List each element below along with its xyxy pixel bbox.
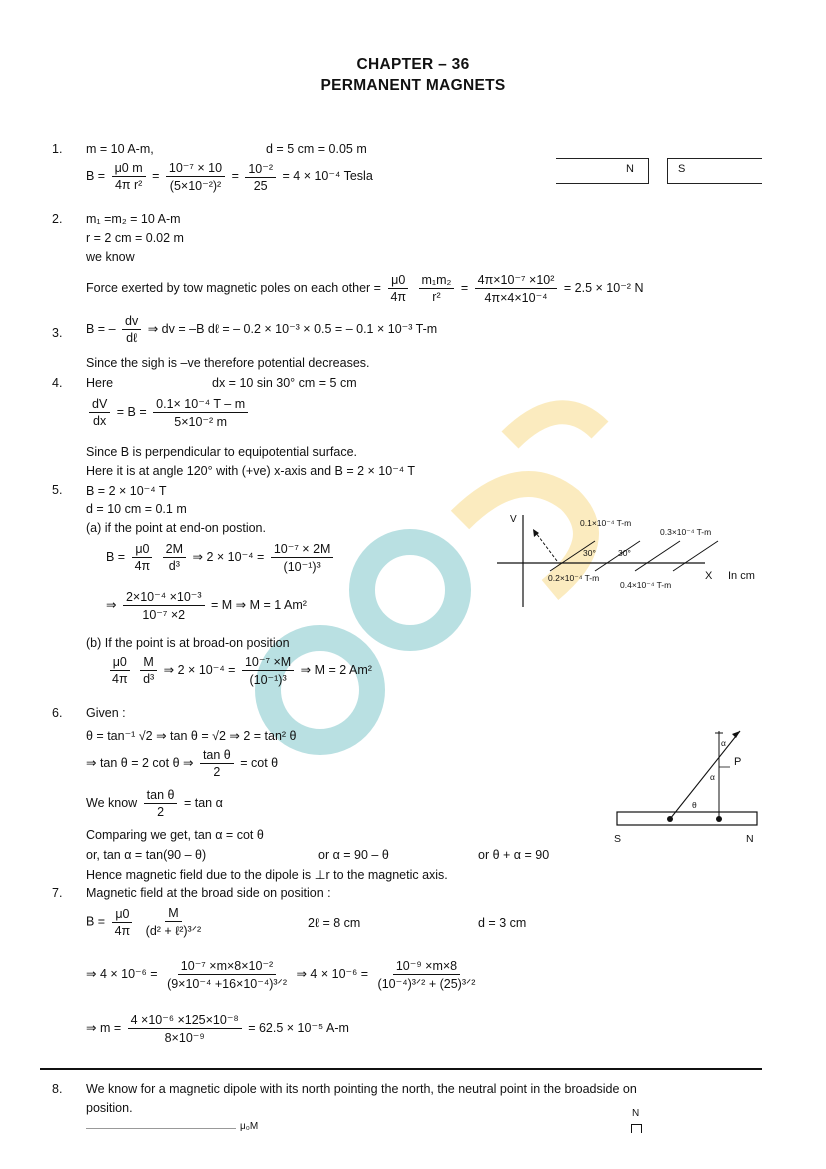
angle-label-1: 30°: [583, 548, 596, 558]
q4-here: Here: [86, 376, 114, 390]
q3-equation: B = – $\frac{dv}{\text{dℓ}}$ ⇒ dv = –B dℓ = – 0.2 × 10⁻³ × 0.5 = – 0.1 × 10⁻³ T-m: [86, 314, 438, 345]
potential-label-2: 0.3×10⁻⁴ T-m: [660, 527, 712, 537]
q2-line1: m₁ =m₂ = 10 A-m: [86, 212, 181, 226]
chapter-title: PERMANENT MAGNETS: [320, 77, 506, 94]
potential-label-1: 0.1×10⁻⁴ T-m: [580, 518, 632, 528]
pole-n-label: N: [746, 833, 754, 845]
q6-given: Given :: [86, 706, 126, 720]
q8-line2: position.: [86, 1101, 133, 1115]
q7-equation: B = $\frac{\mu 0}{4\pi}$ $\frac{M}{\text{(d² + ℓ²)³ᐟ²}}$: [86, 906, 202, 938]
q6-conclusion: Hence magnetic field due to the dipole is ⊥r to the magnetic axis.: [86, 868, 448, 882]
q6-line4: Comparing we get, tan α = cot θ: [86, 828, 264, 842]
q5-line1: B = 2 × 10⁻⁴ T: [86, 484, 167, 498]
question-number: 8.: [52, 1082, 63, 1096]
question-number: 6.: [52, 706, 63, 720]
q2-force-equation: Force exerted by tow magnetic poles on each other = $\frac{\mu 0}{4\pi}$ $\frac{\text{m₁m₂}}{\text{r²}}$ = $\frac{\text{4π×10⁻⁷ ×10²}}{\text{4π×4×10⁻⁴}}$ = 2.5 × 10⁻² N: [86, 273, 644, 305]
q1-given-m: m = 10 A-m,: [86, 142, 154, 156]
q4-dx: dx = 10 sin 30° cm = 5 cm: [212, 376, 357, 390]
q5-part-a: (a) if the point at end-on postion.: [86, 521, 266, 535]
q6-line1: θ = tan⁻¹ √2 ⇒ tan θ = √2 ⇒ 2 = tan² θ: [86, 729, 297, 743]
q6-line5a: or, tan α = tan(90 – θ): [86, 848, 207, 862]
question-number: 1.: [52, 142, 63, 156]
q8-cut-formula: μ₀M: [240, 1121, 259, 1132]
q2-line3: we know: [86, 250, 135, 264]
q4-equation: $\frac{dV}{dx}$ = B = $\frac{\text{0.1× 10⁻⁴ T – m}}{\text{5×10⁻² m}}$: [86, 396, 251, 429]
q6-line5b: or α = 90 – θ: [318, 848, 389, 862]
axis-unit-label: In cm: [728, 570, 755, 582]
q5-a-equation: B = $\frac{\mu 0}{4\pi}$ $\frac{2M}{\text{d³}}$ ⇒ 2 × 10⁻⁴ = $\frac{\text{10⁻⁷ × 2M}}{\text{(10⁻¹)³}}$: [106, 541, 336, 574]
question-number: 4.: [52, 376, 63, 390]
q7-distance: d = 3 cm: [478, 916, 527, 930]
q6-line2: ⇒ tan θ = 2 cot θ ⇒ $\frac{\text{tan θ}}{2}$ = cot θ: [86, 748, 279, 779]
q5-line2: d = 10 cm = 0.1 m: [86, 502, 187, 516]
theta-label: θ: [692, 800, 697, 810]
pole-s-label: S: [614, 833, 622, 845]
question-number: 2.: [52, 212, 63, 226]
q5-a-equation-2: ⇒ $\frac{\text{2×10⁻⁴ ×10⁻³}}{\text{10⁻⁷ ×2}}$ = M ⇒ M = 1 Am²: [106, 590, 307, 622]
q7-equation-2: ⇒ 4 × 10⁻⁶ = $\frac{\text{10⁻⁷ ×m×8×10⁻²}}{\text{(9×10⁻⁴ +16×10⁻⁴)³ᐟ²}}$ ⇒ 4 × 10⁻⁶ = $\frac{\text{10⁻⁹ ×m×8}}{\text{(10⁻⁴)³ᐟ² + (25)³ᐟ²}}$: [86, 959, 476, 991]
q5-part-b: (b) If the point is at broad-on position: [86, 636, 290, 650]
chapter-number: CHAPTER – 36: [356, 56, 470, 73]
equipotential-diagram: [495, 505, 775, 615]
q7-length: 2ℓ = 8 cm: [308, 916, 361, 930]
section-divider: [40, 1068, 762, 1070]
q5-b-equation: $\frac{\mu 0}{4\pi}$ $\frac{M}{\text{d³}}$ ⇒ 2 × 10⁻⁴ = $\frac{\text{10⁻⁷ ×M}}{\text{(10⁻¹)³}}$ ⇒ M = 2 Am²: [106, 654, 372, 687]
q1-given-d: d = 5 cm = 0.05 m: [266, 142, 367, 156]
question-number: 5.: [52, 483, 63, 497]
point-p-label: P: [734, 756, 742, 768]
q7-equation-3: ⇒ m = $\frac{\text{4 ×10⁻⁶ ×125×10⁻⁸}}{\text{8×10⁻⁹}}$ = 62.5 × 10⁻⁵ A-m: [86, 1013, 349, 1045]
q8-line1: We know for a magnetic dipole with its north pointing the north, the neutral point in the broadside on: [86, 1082, 637, 1096]
q4-line2: Since B is perpendicular to equipotential surface.: [86, 445, 357, 459]
q8-magnet-top: [631, 1124, 642, 1133]
q4-line3: Here it is at angle 120° with (+ve) x-axis and B = 2 × 10⁻⁴ T: [86, 464, 416, 478]
dipole-field-diagram: [612, 725, 762, 835]
potential-label-4: 0.4×10⁻⁴ T-m: [620, 580, 672, 590]
bar-magnet-north: N: [556, 158, 649, 184]
q6-line3: We know $\frac{\text{tan θ}}{2}$ = tan α: [86, 788, 223, 819]
alpha-label-top: α: [721, 738, 726, 748]
q8-north-label: N: [632, 1108, 640, 1119]
q6-line5c: or θ + α = 90: [478, 848, 550, 862]
q7-line1: Magnetic field at the broad side on position :: [86, 886, 331, 900]
angle-label-2: 30°: [618, 548, 631, 558]
q2-line2: r = 2 cm = 0.02 m: [86, 231, 184, 245]
potential-label-3: 0.2×10⁻⁴ T-m: [548, 573, 600, 583]
question-number: 3.: [52, 326, 63, 340]
q8-cut-line: [86, 1128, 236, 1129]
question-number: 7.: [52, 886, 63, 900]
q3-conclusion: Since the sigh is –ve therefore potential decreases.: [86, 356, 370, 370]
axis-x-label: X: [705, 570, 713, 582]
q1-equation: B = $\frac{\mu 0 m}{\text{4π r²}}$ = $\frac{\text{10⁻⁷ × 10}}{\text{(5×10⁻²)²}}$ = $\frac{\text{10⁻²}}{25}$ = 4 × 10⁻⁴ Tesla: [86, 161, 373, 193]
bar-magnet-south: S: [667, 158, 762, 184]
axis-v-label: V: [510, 514, 517, 525]
alpha-label-mid: α: [710, 772, 715, 782]
